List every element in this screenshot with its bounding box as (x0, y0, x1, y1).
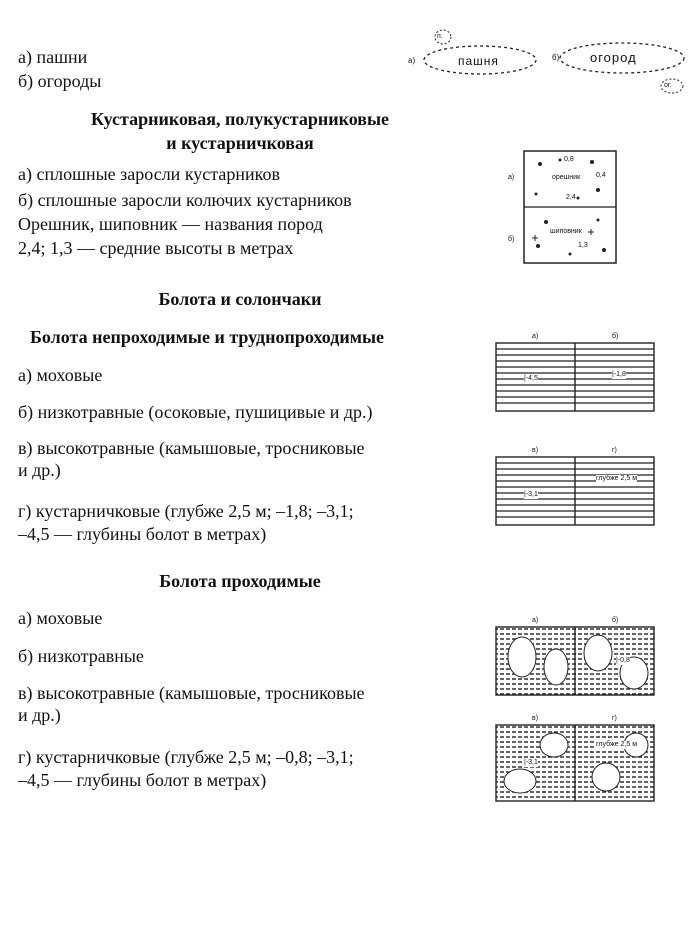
fig2-depth-1: |-3,1 (524, 491, 538, 498)
passable-figure-2 (494, 715, 658, 805)
passable-figure-1 (494, 617, 658, 699)
agri-item-b: б) огороды (18, 71, 102, 91)
passable-item-a: а) моховые (18, 608, 103, 628)
pfig1-a-letter: а) (532, 617, 539, 624)
shrubs-fig-a-letter: а) (508, 174, 515, 181)
impassable-item-d-line2: –4,5 — глубины болот в метрах) (18, 524, 267, 544)
shrubs-symbols-svg (508, 150, 618, 265)
agri-symbols-svg (400, 26, 690, 96)
shrubs-title-line1: Кустарниковая, полукустарниковые (90, 109, 390, 129)
pfig2-b-letter: г) (612, 715, 617, 722)
impassable-fig1-svg (494, 333, 658, 415)
passable-fig1-svg (494, 617, 658, 699)
height-label-4: 1,3 (578, 242, 588, 249)
passable-item-c-line2: и др.) (18, 705, 61, 725)
shrubs-figure (508, 150, 618, 265)
impassable-item-b: б) низкотравные (осоковые, пушицивые и др.) (18, 402, 373, 422)
height-label-2: 0,4 (596, 172, 606, 179)
impassable-fig2-svg (494, 447, 658, 529)
passable-item-c-line1: в) высокотравные (камышовые, тросниковые (18, 683, 365, 703)
garden-label: огород (590, 50, 637, 65)
fig1-depth-1: |-4,5 (524, 375, 538, 382)
garden-mark: ог. (664, 82, 672, 89)
rosehip-label: шиповник (550, 228, 582, 235)
fig1-a-letter: а) (532, 333, 539, 340)
impassable-item-a: а) моховые (18, 365, 103, 385)
shrubs-item-b: б) сплошные заросли колючих кустарников (18, 190, 352, 210)
height-label-3: 2,4 (566, 194, 576, 201)
fig2-depth-2: глубже 2,5 м (596, 475, 638, 482)
impassable-item-d-line1: г) кустарничковые (глубже 2,5 м; –1,8; –3,1; (18, 501, 354, 521)
passable-item-d-line2: –4,5 — глубины болот в метрах) (18, 770, 267, 790)
passable-title: Болота проходимые (159, 571, 321, 591)
fig1-b-letter: б) (612, 333, 619, 340)
hazel-label: орешник (552, 174, 581, 181)
impassable-figure-2 (494, 447, 658, 529)
height-label-1: 0,8 (564, 156, 574, 163)
pfig2-depth-2: |-3,1 (524, 759, 538, 766)
impassable-figure-1 (494, 333, 658, 415)
fig2-a-letter: в) (532, 447, 539, 454)
pfig2-a-letter: в) (532, 715, 539, 722)
shrubs-title-line2: и кустарничковая (166, 133, 314, 153)
agri-fig-b-letter: б) (552, 53, 560, 62)
pfig2-depth-1: глубже 2,5 м (596, 741, 638, 748)
shrubs-species-note: Орешник, шиповник — названия пород (18, 214, 323, 234)
agri-figure (400, 26, 690, 96)
impassable-title: Болота непроходимые и труднопроходимые (30, 327, 385, 347)
shrubs-item-a: а) сплошные заросли кустарников (18, 164, 280, 184)
impassable-item-c-line1: в) высокотравные (камышовые, тросниковые (18, 438, 365, 458)
fig2-b-letter: г) (612, 447, 617, 454)
shrubs-fig-b-letter: б) (508, 236, 515, 243)
pfig1-depth-1: |-0,8 (616, 657, 630, 664)
field-label: пашня (458, 54, 499, 68)
passable-item-d-line1: г) кустарничковые (глубже 2,5 м; –0,8; –3,1; (18, 747, 354, 767)
passable-fig2-svg (494, 715, 658, 805)
field-mark: п. (437, 33, 443, 40)
passable-item-b: б) низкотравные (18, 646, 144, 666)
swamps-section-title: Болота и солончаки (158, 289, 322, 309)
agri-item-a: а) пашни (18, 47, 88, 67)
shrubs-height-note: 2,4; 1,3 — средние высоты в метрах (18, 238, 294, 258)
impassable-item-c-line2: и др.) (18, 460, 61, 480)
fig1-depth-2: |-1,8 (612, 371, 626, 378)
agri-fig-a-letter: а) (408, 56, 416, 65)
pfig1-b-letter: б) (612, 617, 619, 624)
